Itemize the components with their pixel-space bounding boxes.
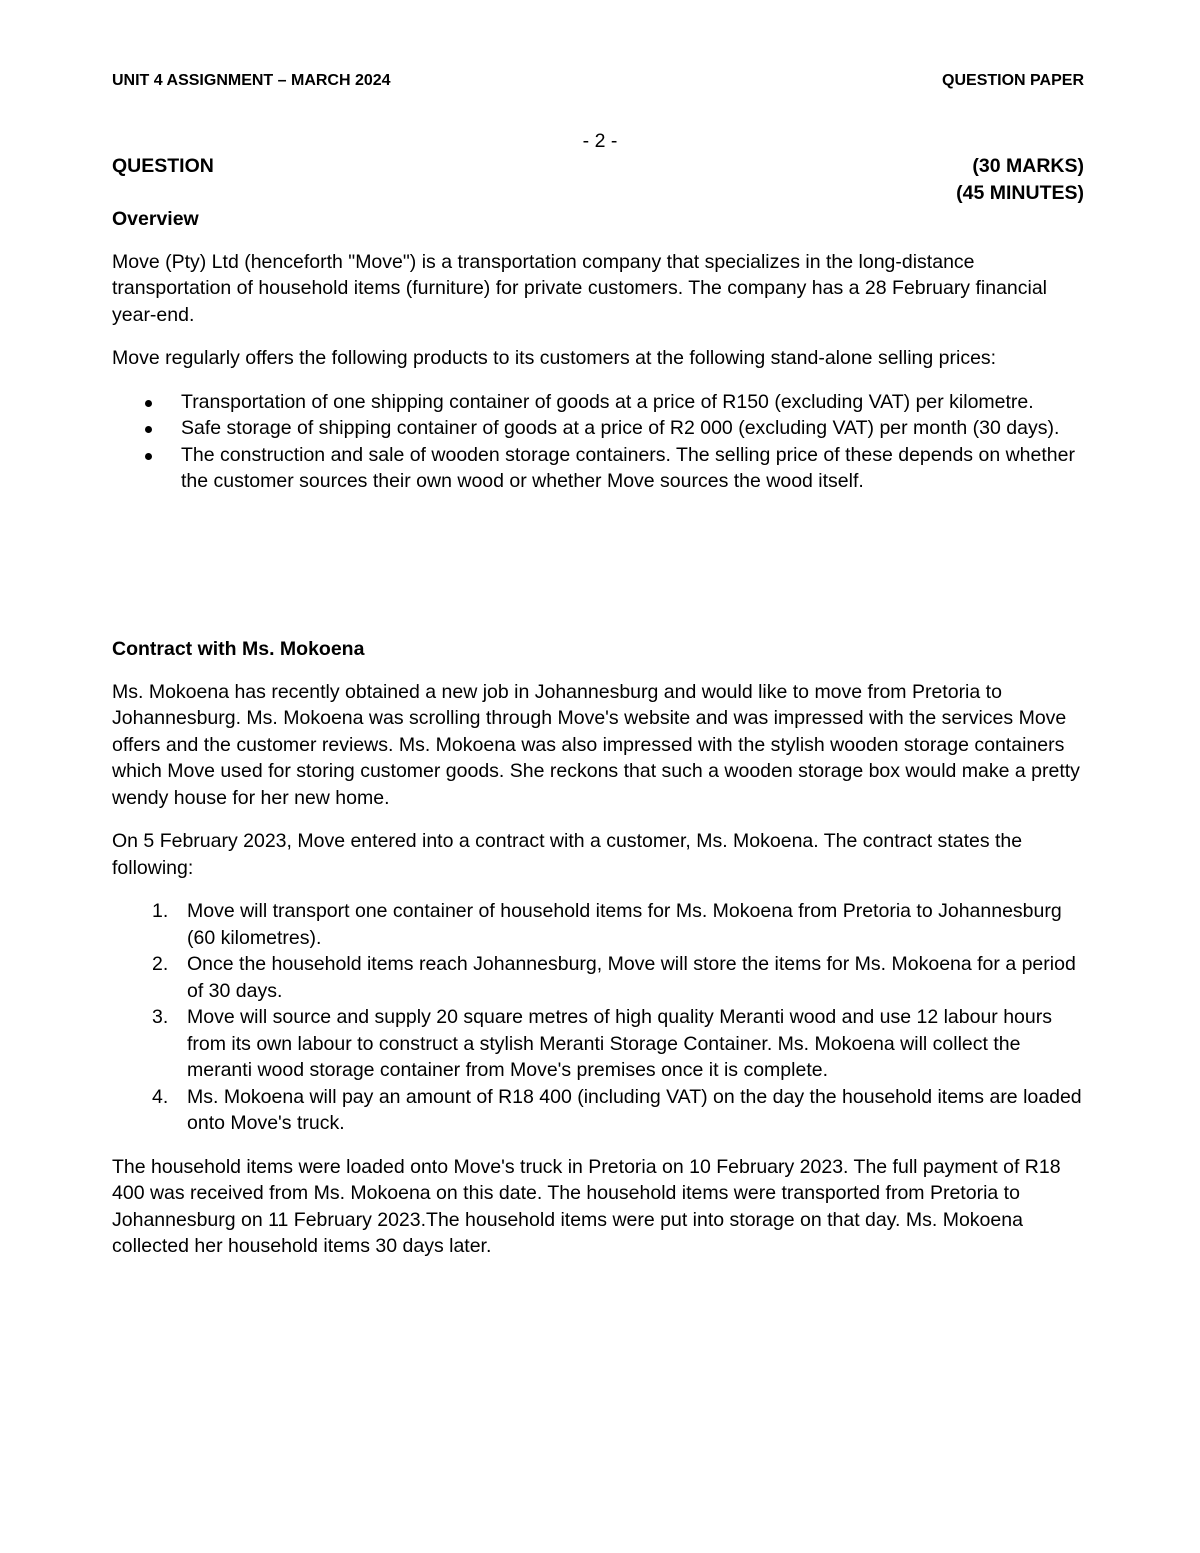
overview-section — [112, 206, 1084, 495]
bullet-icon — [145, 426, 152, 433]
list-item — [112, 442, 1084, 495]
item-text: Once the household items reach Johannesburg, Move will store the items for Ms. Mokoena for a period of 30 days. — [187, 953, 1076, 1002]
list-item — [112, 415, 1084, 442]
bullet-icon — [145, 453, 152, 460]
bullet-text: Safe storage of shipping container of goods at a price of R2 000 (excluding VAT) per month (30 days). — [181, 417, 1060, 439]
overview-paragraph-2: Move regularly offers the following products to its customers at the following stand-alone selling prices: — [112, 347, 997, 369]
page-number: - 2 - — [582, 130, 618, 152]
bullet-icon — [145, 400, 152, 407]
item-text: Move will source and supply 20 square metres of high quality Meranti wood and use 12 labour hours from its own labour to construct a stylish Meranti Storage Container. Ms. Mokoena will collect the meranti wood storage container from Move's premises once it is complete. — [187, 1006, 1052, 1081]
contract-section — [112, 636, 1084, 1260]
contract-paragraph-3: The household items were loaded onto Move's truck in Pretoria on 10 February 2023. The full payment of R18 400 was received from Ms. Mokoena on this date. The household items were transported from Pretoria to Johannesburg on 11 February 2023.The household items were put into storage on that day. Ms. Mokoena collected her household items 30 days later. — [112, 1155, 1061, 1257]
question-title: QUESTION — [112, 155, 214, 177]
item-number: 2. — [152, 953, 169, 975]
list-item — [112, 951, 1084, 1004]
item-text: Move will transport one container of household items for Ms. Mokoena from Pretoria to Johannesburg (60 kilometres). — [187, 900, 1062, 949]
product-bullet-list — [112, 389, 1084, 495]
question-marks: (30 MARKS) — [972, 155, 1084, 177]
list-item — [112, 389, 1084, 416]
list-item — [112, 1084, 1084, 1137]
header-left-title: UNIT 4 ASSIGNMENT – MARCH 2024 — [112, 72, 391, 89]
question-minutes: (45 MINUTES) — [956, 182, 1084, 204]
overview-heading: Overview — [112, 208, 199, 230]
contract-paragraph-1: Ms. Mokoena has recently obtained a new job in Johannesburg and would like to move from Pretoria to Johannesburg. Ms. Mokoena was scrolling through Move's website and was impressed with the services Move offers and the customer reviews. Ms. Mokoena was also impressed with the stylish wooden storage containers which Move used for storing customer goods. She reckons that such a wooden storage box would make a pretty wendy house for her new home. — [112, 680, 1080, 809]
contract-paragraph-2: On 5 February 2023, Move entered into a contract with a customer, Ms. Mokoena. The contract states the following: — [112, 830, 1023, 879]
list-item — [112, 1004, 1084, 1084]
item-number: 1. — [152, 900, 169, 922]
item-number: 4. — [152, 1085, 169, 1108]
bullet-text: Transportation of one shipping container of goods at a price of R150 (excluding VAT) per kilometre. — [181, 390, 1034, 413]
overview-paragraph-1: Move (Pty) Ltd (henceforth "Move") is a transportation company that specializes in the long-distance transportation of household items (furniture) for private customers. The company has a 28 February financial year-end. — [112, 250, 1048, 326]
item-number: 3. — [152, 1006, 169, 1028]
bullet-text: The construction and sale of wooden storage containers. The selling price of these depends on whether the customer sources their own wood or whether Move sources the wood itself. — [181, 443, 1075, 492]
item-text: Ms. Mokoena will pay an amount of R18 400 (including VAT) on the day the household items are loaded onto Move's truck. — [187, 1085, 1082, 1134]
header-right-title: QUESTION PAPER — [942, 72, 1084, 89]
page-header — [112, 70, 1084, 92]
contract-heading: Contract with Ms. Mokoena — [112, 638, 365, 660]
question-title-row — [112, 153, 1084, 179]
contract-terms-list — [112, 898, 1084, 1137]
list-item — [112, 898, 1084, 951]
